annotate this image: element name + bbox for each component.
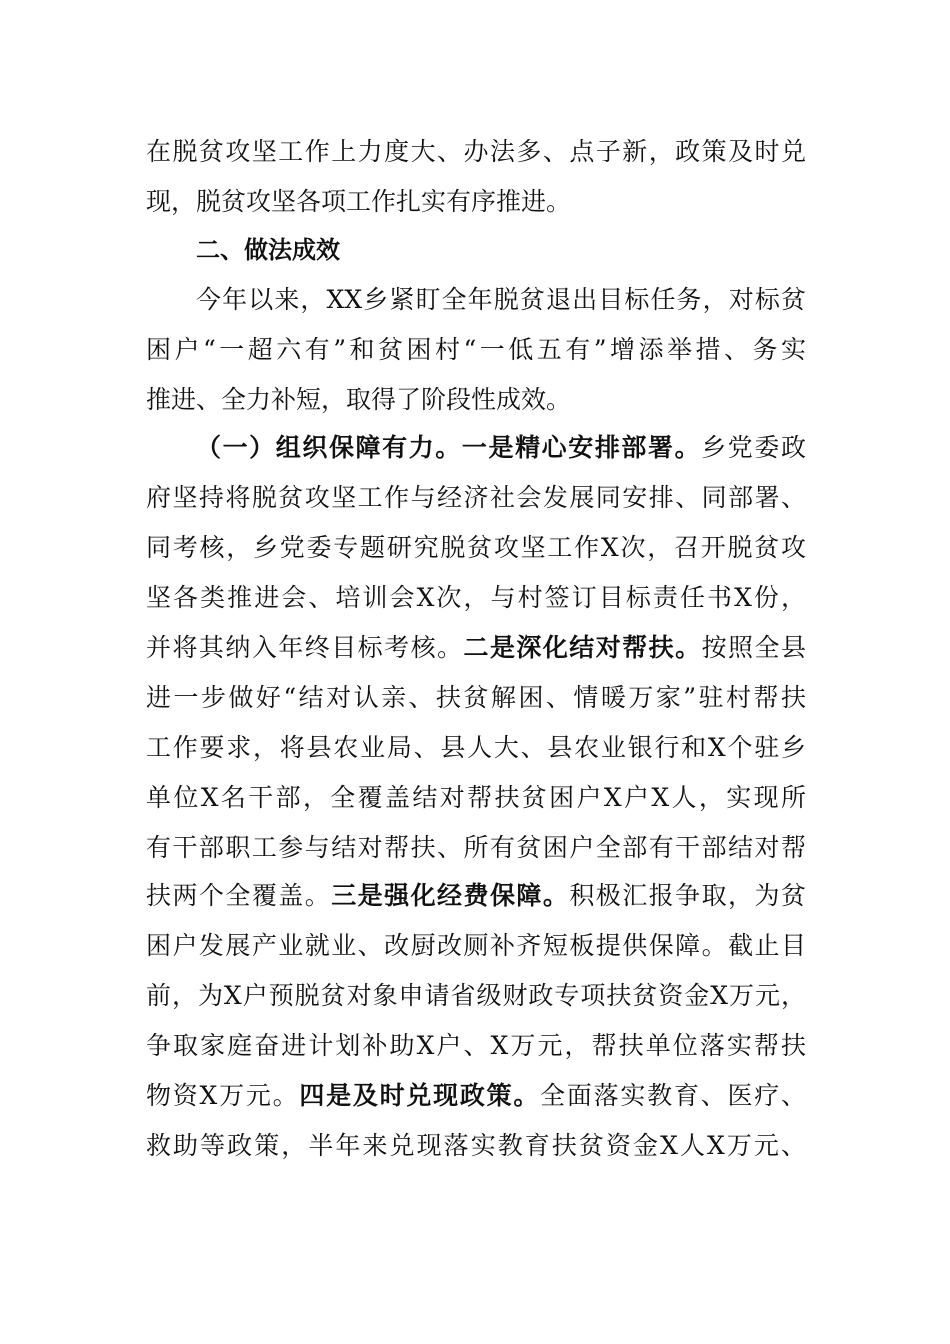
point-title: 三是强化经费保障。 (331, 881, 570, 910)
text-line-mixed (146, 1076, 806, 1116)
text-run: 积极汇报争取，为贫 (569, 881, 806, 910)
text-line-mixed (196, 428, 806, 468)
text-run: 全面落实教育、医疗、 (540, 1081, 806, 1110)
point-title: 一是精心安排部署。 (461, 433, 702, 462)
text-line: 坚各类推进会、培训会X次，与村签订目标责任书X份， (146, 583, 806, 612)
section-heading: 二、做法成效 (196, 236, 340, 264)
point-title: 二是深化结对帮扶。 (463, 633, 702, 662)
text-line: 救助等政策，半年来兑现落实教育扶贫资金X人X万元、 (146, 1131, 806, 1160)
text-line: 工作要求，将县农业局、县人大、县农业银行和X个驻乡 (146, 733, 806, 762)
text-line: 困户“一超六有”和贫困村“一低五有”增添举措、务实 (146, 335, 806, 364)
point-title: 四是及时兑现政策。 (299, 1081, 541, 1110)
text-line: 同考核，乡党委专题研究脱贫攻坚工作X次，召开脱贫攻 (146, 533, 806, 562)
text-line: 争取家庭奋进计划补助X户、X万元，帮扶单位落实帮扶 (146, 1031, 806, 1060)
text-line: 推进、全力补短，取得了阶段性成效。 (146, 385, 572, 414)
text-line: 有干部职工参与结对帮扶、所有贫困户全部有干部结对帮 (146, 833, 806, 862)
text-line: 府坚持将脱贫攻坚工作与经济社会发展同安排、同部署、 (146, 483, 806, 512)
text-line: 进一步做好“结对认亲、扶贫解困、情暖万家”驻村帮扶 (146, 683, 806, 712)
text-line: 现，脱贫攻坚各项工作扎实有序推进。 (146, 187, 572, 216)
text-run: 乡党委政 (701, 433, 806, 462)
text-line: 今年以来，XX乡紧盯全年脱贫退出目标任务，对标贫 (196, 285, 806, 314)
text-line-mixed (146, 876, 806, 916)
text-run: 扶两个全覆盖。 (146, 881, 332, 910)
text-line: 在脱贫攻坚工作上力度大、办法多、点子新，政策及时兑 (146, 137, 806, 166)
sub-heading: （一）组织保障有力。 (196, 433, 462, 462)
text-line-mixed (146, 628, 806, 668)
text-run: 按照全县 (701, 633, 806, 662)
text-line: 前，为X户预脱贫对象申请省级财政专项扶贫资金X万元， (146, 981, 806, 1010)
text-run: 并将其纳入年终目标考核。 (146, 633, 464, 662)
text-line: 单位X名干部，全覆盖结对帮扶贫困户X户X人，实现所 (146, 783, 806, 812)
text-line: 困户发展产业就业、改厨改厕补齐短板提供保障。截止目 (146, 931, 806, 960)
text-run: 物资X万元。 (146, 1081, 300, 1110)
